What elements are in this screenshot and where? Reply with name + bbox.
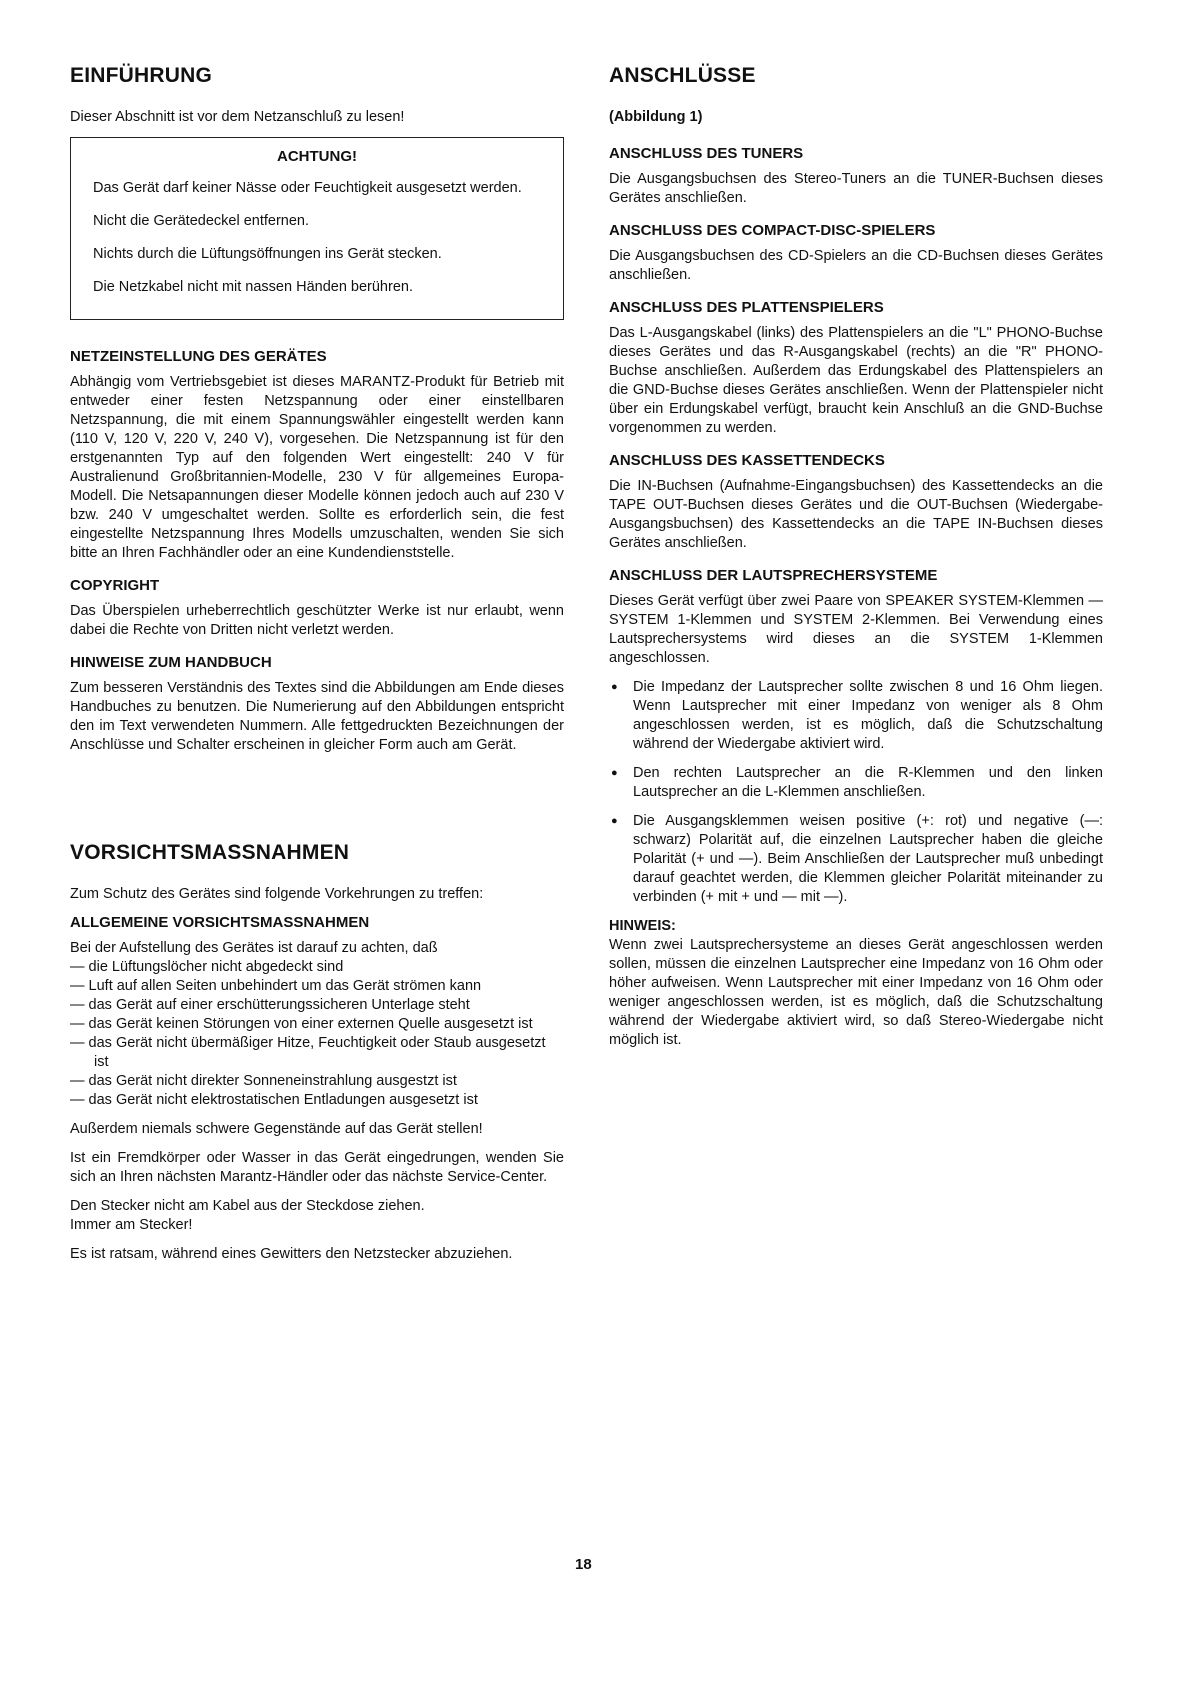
tuner-heading: ANSCHLUSS DES TUNERS	[609, 145, 804, 162]
lautsprecher-text: Dieses Gerät verfügt über zwei Paare von SPEAKER SYSTEM-Klemmen — SYSTEM 1-Klemmen und SYSTEM 2-Klemmen. Bei Verwendung eines Lautsprechersystems wird dieses an die SYSTEM 1-Klemmen angeschlossen.	[609, 593, 1103, 666]
cd-heading: ANSCHLUSS DES COMPACT-DISC-SPIELERS	[609, 222, 936, 239]
plattenspieler-section	[609, 299, 1103, 438]
lautsprecher-bullets	[609, 678, 1103, 907]
figure-reference: (Abbildung 1)	[609, 109, 703, 125]
left-column	[70, 64, 564, 1274]
plattenspieler-heading: ANSCHLUSS DES PLATTENSPIELERS	[609, 299, 884, 316]
anschluesse-heading: ANSCHLÜSSE	[609, 64, 756, 87]
page-number: 18	[575, 1556, 592, 1573]
netzeinstellung-heading: NETZEINSTELLUNG DES GERÄTES	[70, 348, 327, 365]
warning-box	[70, 137, 564, 320]
einfuehrung-heading: EINFÜHRUNG	[70, 64, 212, 87]
bullet-item: ● Die Impedanz der Lautsprecher sollte zwischen 8 und 16 Ohm liegen. Wenn Lautsprecher mit einer Impedanz von weniger als 8 Ohm angeschlossen werden, ist es möglich, daß die Schutzschaltung während der Wiedergabe aktiviert wird.	[609, 678, 1103, 754]
lautsprecher-section	[609, 567, 1103, 907]
warning-title: ACHTUNG!	[277, 148, 357, 165]
stecker-line-2: Immer am Stecker!	[70, 1217, 193, 1233]
kassette-section	[609, 452, 1103, 553]
netzeinstellung-text: Abhängig vom Vertriebsgebiet ist dieses MARANTZ-Produkt für Betrieb mit entweder einer festen Netzspannung oder einer einstellbaren Netzspannung, die mit einem Spannungswähler eingestellt werden kann (110 V, 120 V, 220 V, 240 V), vorgesehen. Die Netzspannung ist für den erstgenannten Typ auf den folgenden Wert eingestellt: 240 V für Australienund Großbritannien-Modelle, 230 V für allgemeines Europa-Modell. Die Netsapannungen dieser Modelle können jedoch auch auf 230 V bzw. 240 V umgeschaltet werden. Sollte es erforderlich sein, die fest eingestellte Netzspannung Ihres Modells umzuschalten, wenden Sie sich bitte an Ihren Fachhändler oder an eine Kundendienststelle.	[70, 374, 564, 561]
copyright-section	[70, 577, 564, 640]
cd-section	[609, 222, 1103, 285]
kassette-heading: ANSCHLUSS DES KASSETTENDECKS	[609, 452, 885, 469]
list-item: — das Gerät auf einer erschütterungssicheren Unterlage steht	[70, 996, 564, 1015]
bullet-item: ● Den rechten Lautsprecher an die R-Klemmen und den linken Lautsprecher an die L-Klemmen anschließen.	[609, 764, 1103, 802]
vorsicht-paragraph: Ist ein Fremdkörper oder Wasser in das Gerät eingedrungen, wenden Sie sich an Ihren nächsten Marantz-Händler oder das nächste Service-Center.	[70, 1150, 564, 1185]
list-item: — die Lüftungslöcher nicht abgedeckt sind	[70, 958, 564, 977]
hinweis-section	[609, 917, 1103, 1050]
kassette-text: Die IN-Buchsen (Aufnahme-Eingangsbuchsen) des Kassettendecks an die TAPE OUT-Buchsen dieses Gerätes und die OUT-Buchsen (Wiedergabe-Ausgangsbuchsen) des Kassettendecks an die TAPE IN-Buchsen dieses Gerätes anschließen.	[609, 478, 1103, 551]
handbuch-section	[70, 654, 564, 755]
handbuch-heading: HINWEISE ZUM HANDBUCH	[70, 654, 272, 671]
handbuch-text: Zum besseren Verständnis des Textes sind die Abbildungen am Ende dieses Handbuches zu benutzen. Die Numerierung auf den Abbildungen entspricht den im Text verwendeten Nummern. Alle fettgedruckten Bezeichnungen der Anschlüsse und Schalter erscheinen in gleicher Form auch am Gerät.	[70, 680, 564, 753]
vorsicht-section	[70, 841, 564, 1264]
copyright-heading: COPYRIGHT	[70, 577, 160, 594]
precaution-list	[70, 958, 564, 1110]
hinweis-text: Wenn zwei Lautsprechersysteme an dieses Gerät angeschlossen werden sollen, müssen die einzelnen Lautsprecher eine Impedanz von 16 Ohm oder höher aufweisen. Wenn Lautsprecher mit einer Impedanz von 16 Ohm oder weniger angeschlossen werden, ist es möglich, daß die Schutzschaltung während der Wiedergabe aktiviert wird, so daß Stereo-Wiedergabe nicht möglich ist.	[609, 937, 1103, 1048]
tuner-section	[609, 145, 1103, 208]
tuner-text: Die Ausgangsbuchsen des Stereo-Tuners an die TUNER-Buchsen dieses Gerätes anschließen.	[609, 171, 1103, 206]
vorsicht-heading: VORSICHTSMASSNAHMEN	[70, 841, 350, 864]
plattenspieler-text: Das L-Ausgangskabel (links) des Plattenspielers an die "L" PHONO-Buchse dieses Gerätes und das R-Ausgangskabel (rechts) an die "R" PHONO-Buchse anschließen. Außerdem das Erdungskabel des Plattenspielers an die GND-Buchse dieses Gerätes anschließen. Wenn der Plattenspieler nicht über ein Erdungskabel verfügt, braucht kein Anschluß an die GND-Buchse vorgenommen zu werden.	[609, 325, 1103, 436]
right-column	[609, 64, 1103, 1060]
hinweis-heading: HINWEIS:	[609, 918, 676, 934]
vorsicht-intro: Zum Schutz des Gerätes sind folgende Vorkehrungen zu treffen:	[70, 886, 484, 902]
list-item: — das Gerät nicht übermäßiger Hitze, Feuchtigkeit oder Staub ausgesetzt ist	[70, 1034, 564, 1072]
vorsicht-paragraph: Es ist ratsam, während eines Gewitters den Netzstecker abzuziehen.	[70, 1246, 513, 1262]
list-item: — Luft auf allen Seiten unbehindert um das Gerät strömen kann	[70, 977, 564, 996]
bullet-item: ● Die Ausgangsklemmen weisen positive (+: rot) und negative (—: schwarz) Polarität auf, die einzelnen Lautsprecher haben die gleiche Polarität (+ und —). Beim Anschließen der Lautsprecher muß unbedingt darauf geachtet werden, die Klemmen gleicher Polarität miteinander zu verbinden (+ mit + und — mit —).	[609, 812, 1103, 907]
netzeinstellung-section	[70, 348, 564, 563]
vorsicht-paragraph: Außerdem niemals schwere Gegenstände auf das Gerät stellen!	[70, 1121, 483, 1137]
cd-text: Die Ausgangsbuchsen des CD-Spielers an die CD-Buchsen dieses Gerätes anschließen.	[609, 248, 1103, 283]
allgemein-intro: Bei der Aufstellung des Gerätes ist darauf zu achten, daß	[70, 940, 438, 956]
warning-item: Die Netzkabel nicht mit nassen Händen berühren.	[93, 279, 413, 295]
list-item: — das Gerät nicht direkter Sonneneinstrahlung ausgestzt ist	[70, 1072, 564, 1091]
einfuehrung-intro: Dieser Abschnitt ist vor dem Netzanschluß zu lesen!	[70, 109, 405, 125]
lautsprecher-heading: ANSCHLUSS DER LAUTSPRECHERSYSTEME	[609, 567, 938, 584]
list-item: — das Gerät keinen Störungen von einer externen Quelle ausgesetzt ist	[70, 1015, 564, 1034]
warning-item: Nichts durch die Lüftungsöffnungen ins Gerät stecken.	[93, 246, 442, 262]
vorsicht-paragraph	[70, 1197, 564, 1235]
warning-item: Nicht die Gerätedeckel entfernen.	[93, 213, 310, 229]
copyright-text: Das Überspielen urheberrechtlich geschützter Werke ist nur erlaubt, wenn dabei die Rechte von Dritten nicht verletzt werden.	[70, 603, 564, 638]
warning-item: Das Gerät darf keiner Nässe oder Feuchtigkeit ausgesetzt werden.	[93, 180, 522, 196]
list-item: — das Gerät nicht elektrostatischen Entladungen ausgesetzt ist	[70, 1091, 564, 1110]
allgemein-heading: ALLGEMEINE VORSICHTSMASSNAHMEN	[70, 914, 370, 931]
stecker-line-1: Den Stecker nicht am Kabel aus der Steckdose ziehen.	[70, 1198, 425, 1214]
